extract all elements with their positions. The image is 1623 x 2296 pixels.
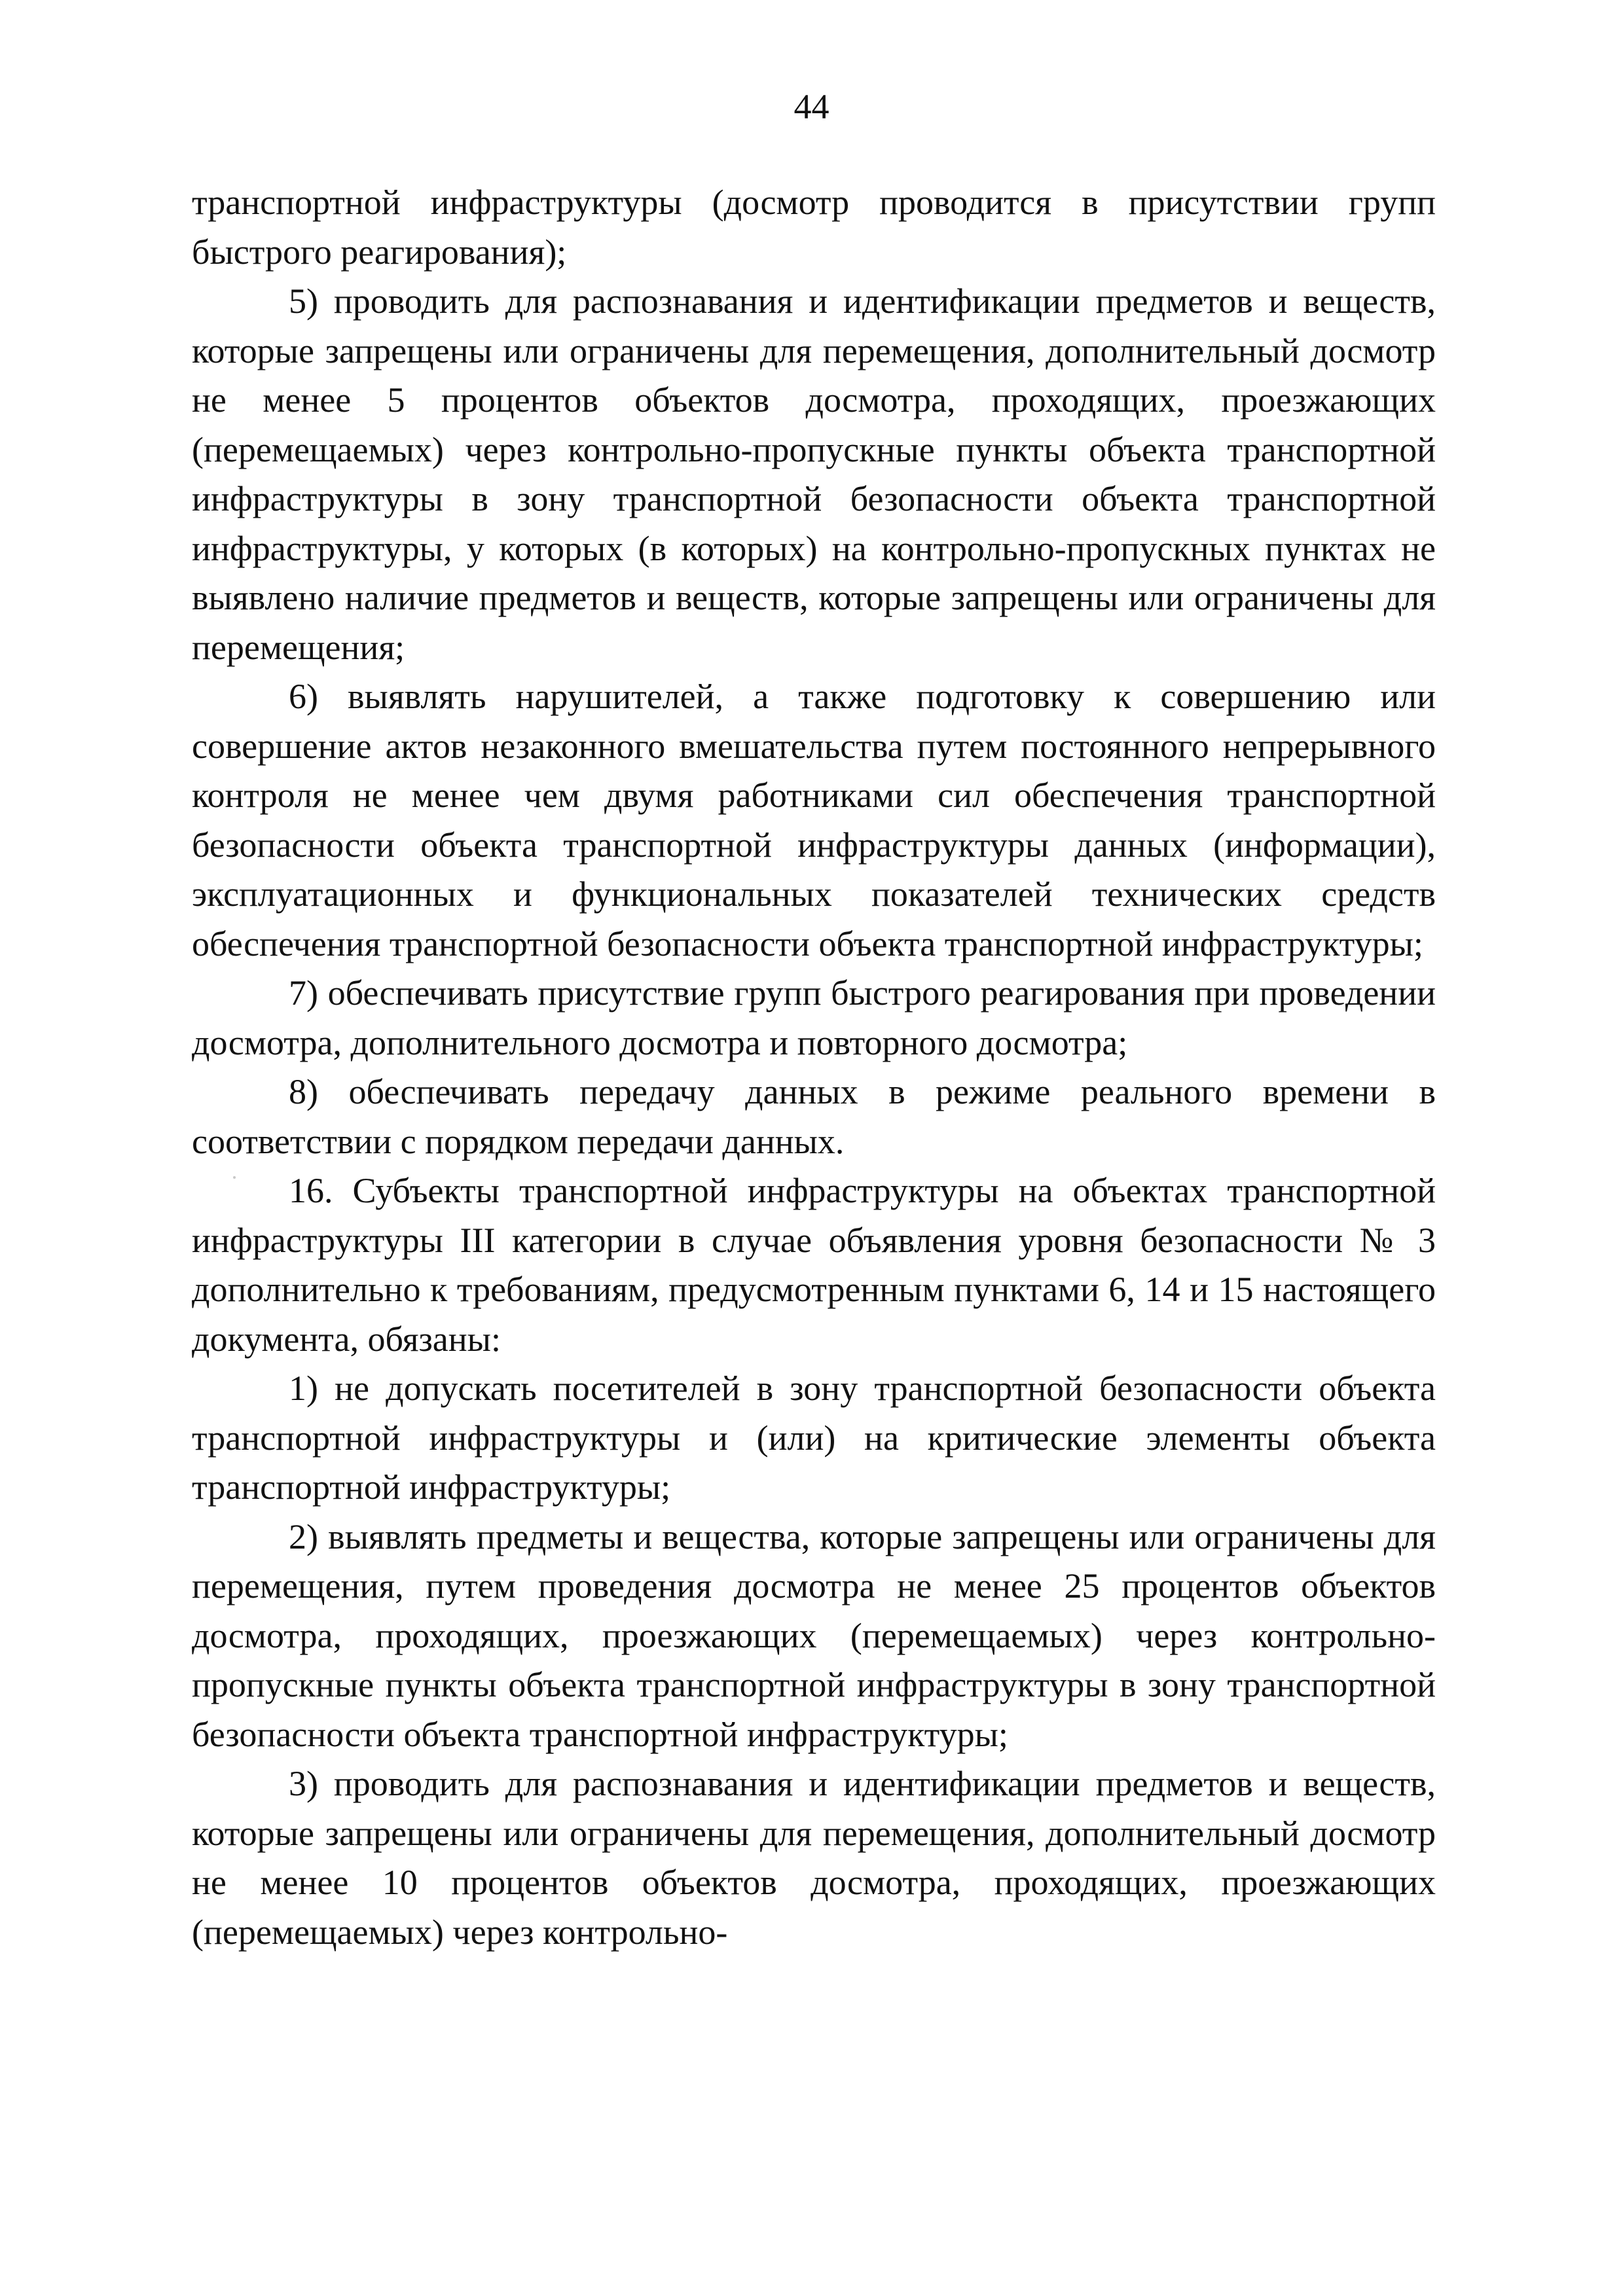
paragraph-item-8: 8) обеспечивать передачу данных в режиме реального времени в соответствии с порядком передачи данных. (192, 1072, 1436, 1161)
paragraph-item-5: 5) проводить для распознавания и идентификации предметов и веществ, которые запрещены или ограничены для перемещения, дополнительный досмотр не менее 5 процентов объектов досмотра, проходящих, проезжающих (перемещаемых) через контрольно-пропускные пункты объекта транспортной инфраструктуры в зону транспортной безопасности объекта транспортной инфраструктуры, у которых (в которых) на контрольно-пропускных пунктах не выявлено наличие предметов и веществ, которые запрещены или ограничены для перемещения; (192, 281, 1436, 667)
scan-speck (233, 1176, 236, 1179)
paragraph-clause-16-item-3: 3) проводить для распознавания и идентификации предметов и веществ, которые запрещены или ограничены для перемещения, дополнительный досмотр не менее 10 процентов объектов досмотра, проходящих, проезжающих (перемещаемых) через контрольно- (192, 1764, 1436, 1952)
paragraph-item-6: 6) выявлять нарушителей, а также подготовку к совершению или совершение актов незаконного вмешательства путем постоянного непрерывного контроля не менее чем двумя работниками сил обеспечения транспортной безопасности объекта транспортной инфраструктуры данных (информации), эксплуатационных и функциональных показателей технических средств обеспечения транспортной безопасности объекта транспортной инфраструктуры; (192, 677, 1436, 963)
page-number: 44 (793, 87, 830, 126)
paragraph-item-7: 7) обеспечивать присутствие групп быстрого реагирования при проведении досмотра, дополнительного досмотра и повторного досмотра; (192, 973, 1436, 1062)
paragraph-clause-16: 16. Субъекты транспортной инфраструктуры на объектах транспортной инфраструктуры III категории в случае объявления уровня безопасности № 3 дополнительно к требованиям, предусмотренным пунктами 6, 14 и 15 настоящего документа, обязаны: (192, 1171, 1436, 1359)
paragraph-clause-16-item-1: 1) не допускать посетителей в зону транспортной безопасности объекта транспортной инфраструктуры и (или) на критические элементы объекта транспортной инфраструктуры; (192, 1369, 1436, 1507)
paragraph-clause-16-item-2: 2) выявлять предметы и вещества, которые запрещены или ограничены для перемещения, путем проведения досмотра не менее 25 процентов объектов досмотра, проходящих, проезжающих (перемещаемых) через контрольно-пропускные пункты объекта транспортной инфраструктуры в зону транспортной безопасности объекта транспортной инфраструктуры; (192, 1516, 1436, 1754)
document-body (192, 178, 1436, 1957)
paragraph-continuation: транспортной инфраструктуры (досмотр проводится в присутствии групп быстрого реагирования); (192, 183, 1436, 272)
